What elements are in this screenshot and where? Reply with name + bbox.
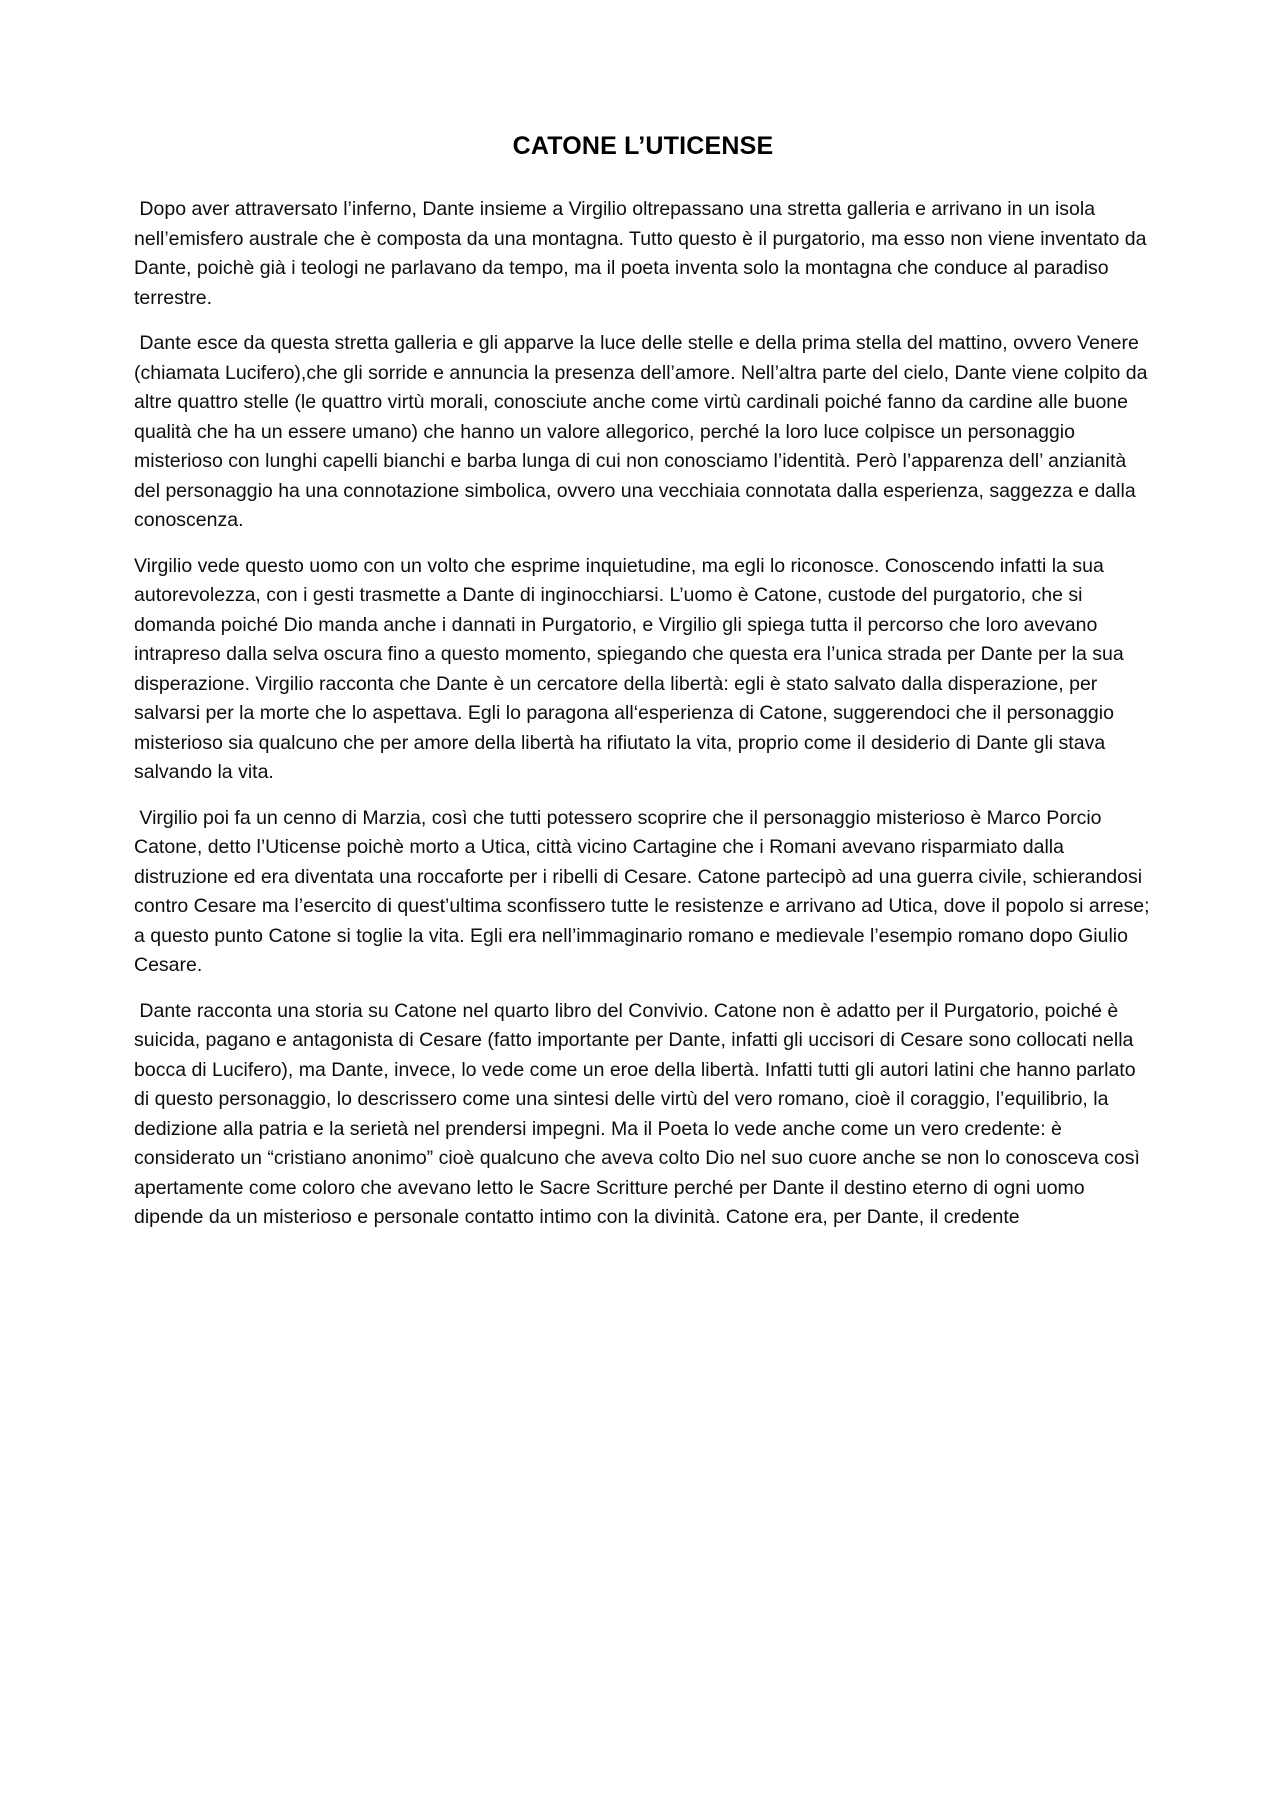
paragraph-4: Virgilio poi fa un cenno di Marzia, così che tutti potessero scoprire che il personaggio misterioso è Marco Porcio Catone, detto l’Uticense poichè morto a Utica, città vicino Cartagine che i Romani avevano risparmiato dalla distruzione ed era diventata una roccaforte per i ribelli di Cesare. Catone partecipò ad una guerra civile, schierandosi contro Cesare ma l’esercito di quest’ultima sconfissero tutte le resistenze e arrivano ad Utica, dove il popolo si arrese; a questo punto Catone si toglie la vita. Egli era nell’immaginario romano e medievale l’esempio romano dopo Giulio Cesare. [134,806,1155,976]
paragraph-5: Dante racconta una storia su Catone nel quarto libro del Convivio. Catone non è adatto per il Purgatorio, poiché è suicida, pagano e antagonista di Cesare (fatto importante per Dante, infatti gli uccisori di Cesare sono collocati nella bocca di Lucifero), ma Dante, invece, lo vede come un eroe della libertà. Infatti tutti gli autori latini che hanno parlato di questo personaggio, lo descrissero come una sintesi delle virtù del vero romano, cioè il coraggio, l’equilibrio, la dedizione alla patria e la serietà nel prendersi impegni. Ma il Poeta lo vede anche come un vero credente: è considerato un “cristiano anonimo” cioè qualcuno che aveva colto Dio nel suo cuore anche se non lo conosceva così apertamente come coloro che avevano letto le Sacre Scritture perché per Dante il destino eterno di ogni uomo dipende da un misterioso e personale contatto intimo con la divinità. Catone era, per Dante, il credente [134,999,1146,1228]
paragraph-1: Dopo aver attraversato l’inferno, Dante insieme a Virgilio oltrepassano una stretta galleria e arrivano in un isola nell’emisfero australe che è composta da una montagna. Tutto questo è il purgatorio, ma esso non viene inventato da Dante, poichè già i teologi ne parlavano da tempo, ma il poeta inventa solo la montagna che conduce al paradiso terrestre. [134,198,1152,309]
document-title: CATONE L’UTICENSE [512,132,774,160]
paragraph-3: Virgilio vede questo uomo con un volto che esprime inquietudine, ma egli lo riconosce. Conoscendo infatti la sua autorevolezza, con i gesti trasmette a Dante di inginocchiarsi. L’uomo è Catone, custode del purgatorio, che si domanda poiché Dio manda anche i dannati in Purgatorio, e Virgilio gli spiega tutta il percorso che loro avevano intrapreso dalla selva oscura fino a questo momento, spiegando che questa era l’unica strada per Dante per la sua disperazione. Virgilio racconta che Dante è un cercatore della libertà: egli è stato salvato dalla disperazione, per salvarsi per la morte che lo aspettava. Egli lo paragona all‘esperienza di Catone, suggerendoci che il personaggio misterioso sia qualcuno che per amore della libertà ha rifiutato la vita, proprio come il desiderio di Dante gli stava salvando la vita. [134,554,1130,783]
paragraph-2: Dante esce da questa stretta galleria e gli apparve la luce delle stelle e della prima stella del mattino, ovvero Venere (chiamata Lucifero),che gli sorride e annuncia la presenza dell’amore. Nell’altra parte del cielo, Dante viene colpito da altre quattro stelle (le quattro virtù morali, conosciute anche come virtù cardinali poiché fanno da cardine alle buone qualità che ha un essere umano) che hanno un valore allegorico, perché la loro luce colpisce un personaggio misterioso con lunghi capelli bianchi e barba lunga di cui non conosciamo l’identità. Però l’apparenza dell’ anzianità del personaggio ha una connotazione simbolica, ovvero una vecchiaia connotata dalla esperienza, saggezza e dalla conoscenza. [134,332,1153,531]
